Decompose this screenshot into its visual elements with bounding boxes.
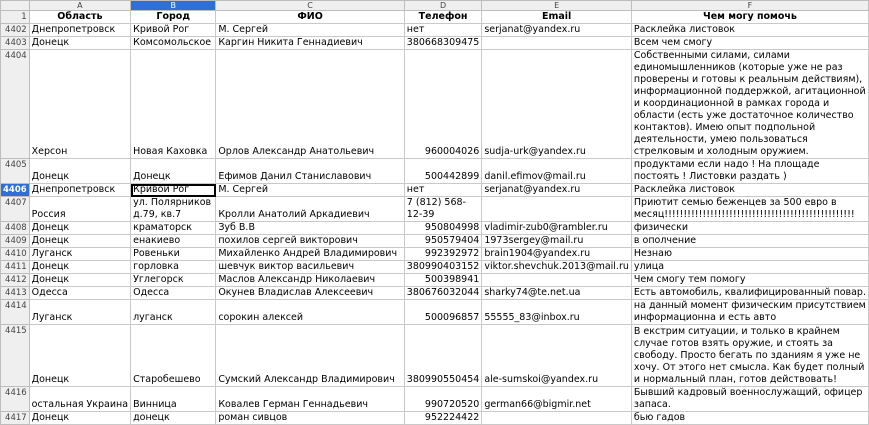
cell-oblast[interactable]: Луганск (29, 248, 130, 261)
cell-telefon[interactable]: 992392972 (404, 248, 482, 261)
header-cell-gorod[interactable]: Город (131, 11, 216, 24)
cell-fio[interactable]: сорокин алексей (216, 300, 404, 325)
cell-gorod[interactable]: краматорск (131, 222, 216, 235)
table-row (1, 50, 869, 159)
select-all-corner[interactable] (1, 1, 30, 11)
table-row (1, 248, 869, 261)
cell-email[interactable]: brain1904@yandex.ru (482, 248, 632, 261)
cell-help[interactable]: улица (631, 261, 868, 274)
header-cell-oblast[interactable]: Область (29, 11, 130, 24)
cell-oblast[interactable]: Херсон (29, 50, 130, 159)
table-row (1, 300, 869, 325)
cell-help[interactable]: Расклейка листовок (631, 184, 868, 197)
table-row (1, 325, 869, 387)
cell-oblast[interactable]: Донецк (29, 325, 130, 387)
cell-oblast[interactable]: Донецк (29, 412, 130, 425)
cell-gorod[interactable]: Кривой Рог (131, 24, 216, 37)
cell-help[interactable]: бью гадов (631, 412, 868, 425)
cell-oblast[interactable]: Донецк (29, 159, 130, 184)
cell-telefon[interactable]: 500398941 (404, 274, 482, 287)
cell-gorod[interactable]: Комсомольское (131, 37, 216, 50)
cell-gorod[interactable]: Новая Каховка (131, 50, 216, 159)
cell-help[interactable]: Есть автомобиль, квалифицированный повар. (631, 287, 868, 300)
cell-fio[interactable]: Кролли Анатолий Аркадиевич (216, 197, 404, 222)
table-row (1, 274, 869, 287)
column-header-b[interactable]: B (131, 1, 216, 11)
table-row (1, 412, 869, 425)
column-header-e[interactable]: E (482, 1, 632, 11)
cell-gorod[interactable]: енакиево (131, 235, 216, 248)
table-row (1, 24, 869, 37)
cell-email[interactable] (482, 412, 632, 425)
table-row (1, 37, 869, 50)
cell-fio[interactable]: Ефимов Данил Станиславович (216, 159, 404, 184)
cell-fio[interactable]: Орлов Александр Анатольевич (216, 50, 404, 159)
cell-fio[interactable]: М. Сергей (216, 24, 404, 37)
row-header[interactable]: 4405 (1, 159, 30, 184)
column-header-f[interactable]: F (631, 1, 868, 11)
table-row (1, 197, 869, 222)
table-row (1, 287, 869, 300)
cell-telefon[interactable]: 960004026 (404, 50, 482, 159)
column-header-row (1, 1, 869, 11)
cell-help[interactable]: Бывший кадровый военнослужащий, офицер запаса. (631, 387, 868, 412)
row-header[interactable]: 4406 (1, 184, 30, 197)
header-cell-help[interactable]: Чем могу помочь (631, 11, 868, 24)
row-header[interactable]: 4403 (1, 37, 30, 50)
cell-fio[interactable]: Сумский Александр Владимирович (216, 325, 404, 387)
cell-email[interactable]: sharky74@te.net.ua (482, 287, 632, 300)
cell-email[interactable]: vladimir-zub0@rambler.ru (482, 222, 632, 235)
cell-help[interactable]: Приютит семью беженцев за 500 евро в месяц!!!!!!!!!!!!!!!!!!!!!!!!!!!!!!!!!!!!!!!!!!!!!!!!!! (631, 197, 868, 222)
cell-gorod[interactable]: горловка (131, 261, 216, 274)
row-header[interactable]: 4409 (1, 235, 30, 248)
cell-fio[interactable]: Маслов Александр Николаевич (216, 274, 404, 287)
cell-oblast[interactable]: Одесса (29, 287, 130, 300)
cell-oblast[interactable]: Луганск (29, 300, 130, 325)
cell-fio[interactable]: Окунев Владислав Алексеевич (216, 287, 404, 300)
cell-oblast[interactable]: Донецк (29, 261, 130, 274)
cell-help[interactable]: продуктами если надо ! На площаде постоять ! Листовки раздать ) (631, 159, 868, 184)
column-header-c[interactable]: C (216, 1, 404, 11)
header-cell-email[interactable]: Email (482, 11, 632, 24)
row-header[interactable]: 4404 (1, 50, 30, 159)
cell-telefon[interactable]: 380990550454 (404, 325, 482, 387)
row-header[interactable]: 1 (1, 11, 30, 24)
cell-email[interactable] (482, 274, 632, 287)
sheet-header-row (1, 11, 869, 24)
cell-email[interactable]: 1973sergey@mail.ru (482, 235, 632, 248)
table-row (1, 222, 869, 235)
cell-fio[interactable]: Зуб В.В (216, 222, 404, 235)
cell-email[interactable]: german66@bigmir.net (482, 387, 632, 412)
cell-oblast[interactable]: Донецк (29, 37, 130, 50)
cell-telefon[interactable]: 380990403152 (404, 261, 482, 274)
row-header[interactable]: 4402 (1, 24, 30, 37)
cell-fio[interactable]: Каргин Никита Геннадиевич (216, 37, 404, 50)
row-header[interactable]: 4413 (1, 287, 30, 300)
cell-email[interactable] (482, 37, 632, 50)
row-header[interactable]: 4412 (1, 274, 30, 287)
cell-oblast[interactable]: остальная Украина (29, 387, 130, 412)
cell-fio[interactable]: похилов сергей викторович (216, 235, 404, 248)
cell-help[interactable]: Незнаю (631, 248, 868, 261)
cell-help[interactable]: Чем смогу тем помогу (631, 274, 868, 287)
cell-email[interactable]: danil.efimov@mail.ru (482, 159, 632, 184)
table-row (1, 387, 869, 412)
column-header-a[interactable]: A (29, 1, 130, 11)
cell-email[interactable]: ale-sumskoi@yandex.ru (482, 325, 632, 387)
cell-oblast[interactable]: Россия (29, 197, 130, 222)
header-cell-telefon[interactable]: Телефон (404, 11, 482, 24)
cell-oblast[interactable]: Донецк (29, 222, 130, 235)
cell-telefon[interactable]: 500096857 (404, 300, 482, 325)
cell-fio[interactable]: роман сивцов (216, 412, 404, 425)
cell-telefon[interactable]: 7 (812) 568-12-39 (404, 197, 482, 222)
cell-help[interactable]: В екстрим ситуации, и только в крайнем случае готов взять оружие, и стоять за свободу. Просто бегать по зданиям я уже не хочу. От этого нет смысла. Как будет полный и нормальный план, готов действовать! (631, 325, 868, 387)
cell-telefon[interactable]: 380676032044 (404, 287, 482, 300)
cell-help[interactable]: в ополчение (631, 235, 868, 248)
cell-telefon[interactable]: 952224422 (404, 412, 482, 425)
header-cell-fio[interactable]: ФИО (216, 11, 404, 24)
column-header-d[interactable]: D (404, 1, 482, 11)
row-header[interactable]: 4408 (1, 222, 30, 235)
cell-gorod[interactable]: Ровеньки (131, 248, 216, 261)
cell-telefon[interactable]: нет (404, 24, 482, 37)
cell-help[interactable]: Всем чем смогу (631, 37, 868, 50)
cell-gorod[interactable]: Донецк (131, 159, 216, 184)
row-header[interactable]: 4414 (1, 300, 30, 325)
cell-telefon[interactable]: 990720520 (404, 387, 482, 412)
cell-fio[interactable]: М. Сергей (216, 184, 404, 197)
row-header[interactable]: 4415 (1, 325, 30, 387)
row-header[interactable]: 4416 (1, 387, 30, 412)
cell-oblast[interactable]: Днепропетровск (29, 184, 130, 197)
cell-oblast[interactable]: Днепропетровск (29, 24, 130, 37)
cell-email[interactable]: sudja-urk@yandex.ru (482, 50, 632, 159)
table-row (1, 159, 869, 184)
row-header[interactable]: 4411 (1, 261, 30, 274)
cell-email[interactable]: serjanat@yandex.ru (482, 24, 632, 37)
cell-email[interactable]: 55555_83@inbox.ru (482, 300, 632, 325)
row-header[interactable]: 4410 (1, 248, 30, 261)
table-row (1, 235, 869, 248)
cell-telefon[interactable]: 950804998 (404, 222, 482, 235)
cell-oblast[interactable]: Донецк (29, 274, 130, 287)
row-header[interactable]: 4407 (1, 197, 30, 222)
cell-telefon[interactable]: 950579404 (404, 235, 482, 248)
cell-fio[interactable]: Ковалев Герман Геннадьевич (216, 387, 404, 412)
cell-telefon[interactable]: 380668309475 (404, 37, 482, 50)
cell-help[interactable]: Собственными силами, силами единомышленников (которые уже не раз проверены и готовы к реальным действиям), информационной поддержкой, агитационной и координационной в рамках города и области (есть уже достаточное количество контактов). Имею опыт подпольной деятельности, умею пользоваться стрелковым и холодным оружием. (631, 50, 868, 159)
cell-gorod[interactable]: Одесса (131, 287, 216, 300)
cell-gorod[interactable]: Углегорск (131, 274, 216, 287)
cell-oblast[interactable]: Донецк (29, 235, 130, 248)
cell-gorod[interactable]: донецк (131, 412, 216, 425)
cell-email[interactable]: viktor.shevchuk.2013@mail.ru (482, 261, 632, 274)
cell-gorod[interactable]: луганск (131, 300, 216, 325)
cell-gorod[interactable]: Винница (131, 387, 216, 412)
cell-telefon[interactable]: 500442899 (404, 159, 482, 184)
cell-gorod[interactable]: ул. Полярников д.79, кв.7 (131, 197, 216, 222)
cell-gorod[interactable]: Кривой Рог (131, 184, 216, 197)
cell-gorod[interactable]: Старобешево (131, 325, 216, 387)
table-row (1, 261, 869, 274)
table-row (1, 184, 869, 197)
cell-fio[interactable]: шевчук виктор васильевич (216, 261, 404, 274)
cell-email[interactable] (482, 197, 632, 222)
cell-help[interactable]: физически (631, 222, 868, 235)
cell-fio[interactable]: Михайленко Андрей Владимирович (216, 248, 404, 261)
cell-help[interactable]: на данный момент физическим присутствием информационна и есть авто (631, 300, 868, 325)
cell-help[interactable]: Расклейка листовок (631, 24, 868, 37)
row-header[interactable]: 4417 (1, 412, 30, 425)
cell-email[interactable]: serjanat@yandex.ru (482, 184, 632, 197)
cell-telefon[interactable]: нет (404, 184, 482, 197)
